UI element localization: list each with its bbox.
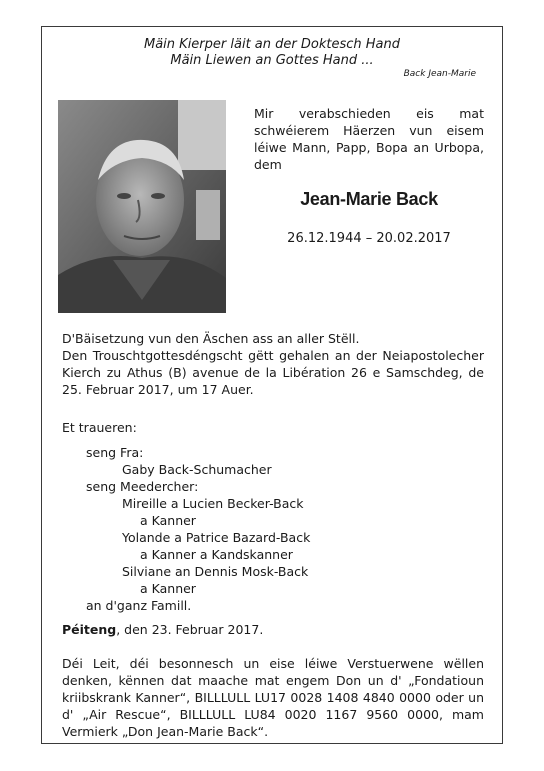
verse [42,37,502,69]
portrait-photo [58,100,226,313]
daughter-2-children: a Kanner a Kandskanner [140,547,293,562]
burial-notice: D'Bäisetzung vun den Äschen ass an aller Stëll. [62,331,360,346]
verse-line-1: Mäin Kierper läit an der Doktesch Hand [144,37,400,52]
daughters-label: seng Meedercher: [86,479,199,494]
obituary-frame [41,26,503,744]
daughter-3: Silviane an Dennis Mosk-Back [122,564,309,579]
spouse-name: Gaby Back-Schumacher [122,462,272,477]
donation-text: Déi Leit, déi besonnesch un eise léiwe Verstuerwene wëllen denken, kënnen dat maache mat engem Don un d' „Fondatioun kriibskrank Kanner“, BILLLULL LU17 0028 1408 4840 0000 oder un d' „Air Rescue“, BILLLULL LU84 0020 1167 9560 0000, mam Vermierk „Don Jean-Marie Back“. [62,656,484,739]
life-dates: 26.12.1944 – 20.02.2017 [287,231,451,246]
daughter-3-children: a Kanner [140,581,196,596]
mourners-list [62,419,482,614]
verse-signature: Back Jean-Marie [403,69,476,79]
deceased-name: Jean-Marie Back [300,189,438,209]
verse-line-2: Mäin Liewen an Gottes Hand ... [170,53,374,68]
place-date [62,621,484,638]
daughter-1-children: a Kanner [140,513,196,528]
place-town: Péiteng [62,622,117,637]
intro-text: Mir verabschieden eis mat schwéierem Häerzen vun eisem léiwe Mann, Papp, Bopa an Urbopa, dem [254,106,484,172]
burial-info [62,330,484,398]
place-date-text: , den 23. Februar 2017. [116,622,264,637]
daughter-1: Mireille a Lucien Becker-Back [122,496,304,511]
mourners-heading: Et traueren: [62,420,137,435]
spouse-label: seng Fra: [86,445,144,460]
memorial-service: Den Trouschtgottesdéngscht gëtt gehalen an der Neiapostolecher Kierch zu Athus (B) avenue de la Libération 26 e Samschdeg, de 25. Februar 2017, um 17 Auer. [62,348,484,397]
family-closing: an d'ganz Famill. [86,598,192,613]
daughter-2: Yolande a Patrice Bazard-Back [122,530,311,545]
